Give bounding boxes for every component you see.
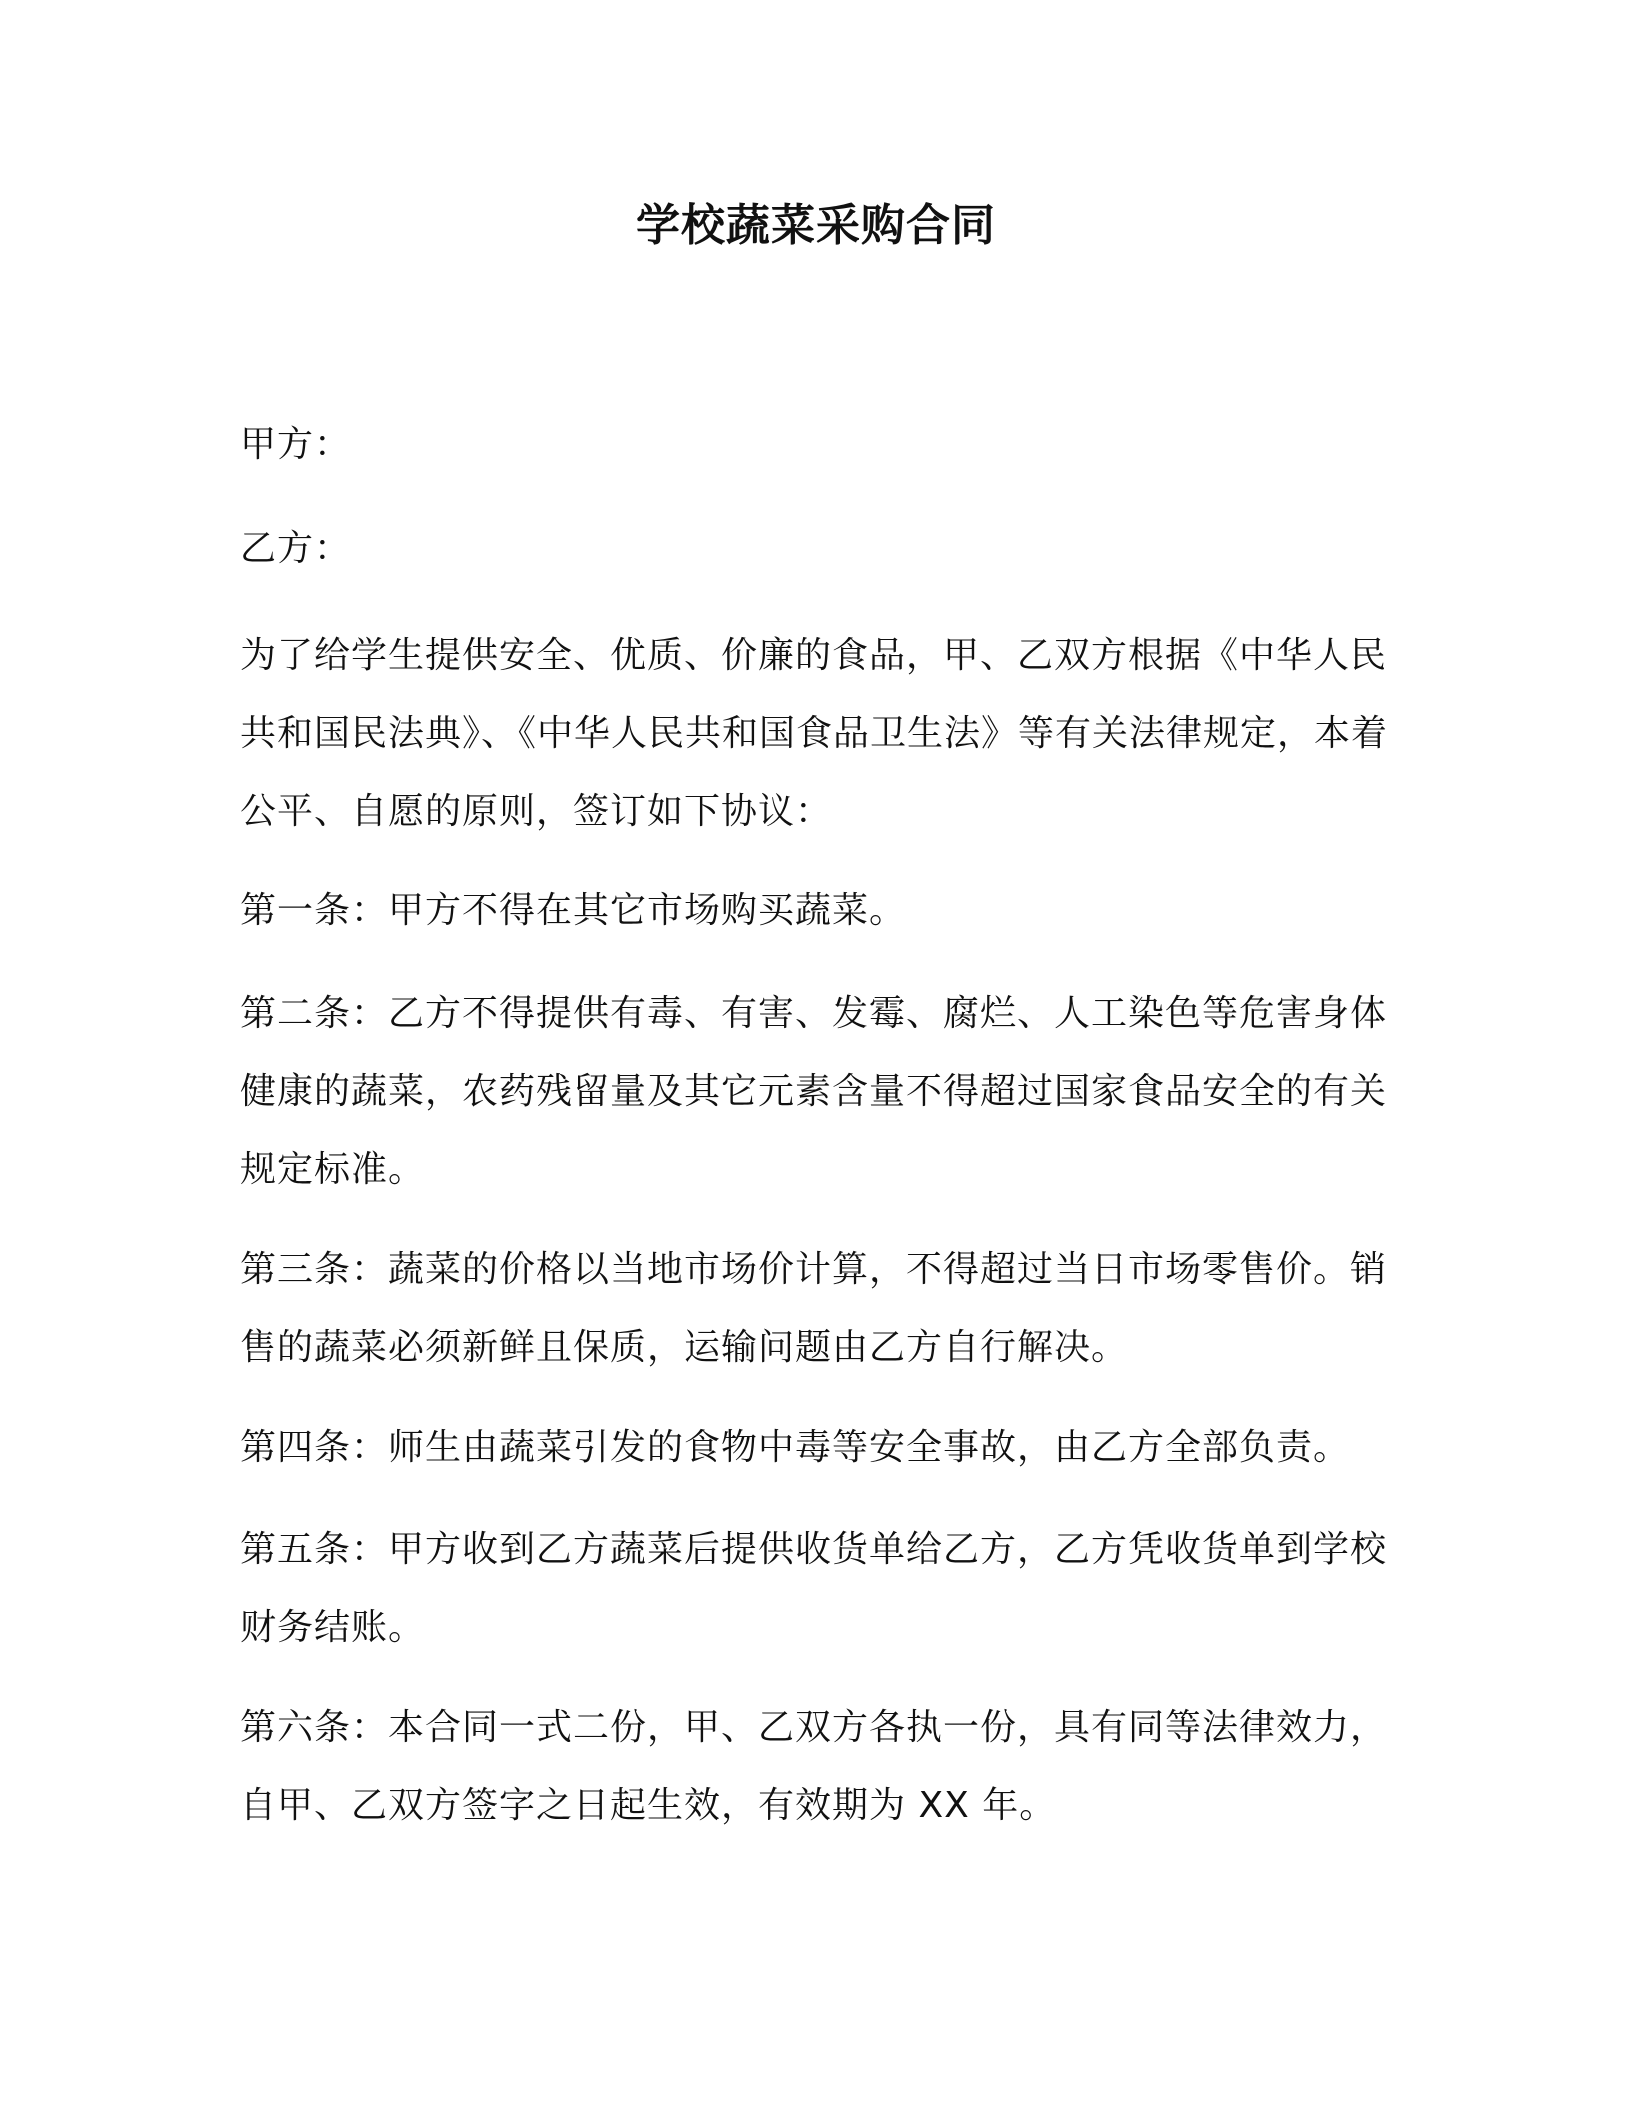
clause-6: 第六条：本合同一式二份，甲、乙双方各执一份，具有同等法律效力，自甲、乙双方签字之日起生效，有效期为 XX 年。 (240, 1707, 1388, 1826)
clause-1: 第一条：甲方不得在其它市场购买蔬菜。 (240, 890, 907, 931)
clause-2: 第二条：乙方不得提供有毒、有害、发霉、腐烂、人工染色等危害身体健康的蔬菜，农药残留量及其它元素含量不得超过国家食品安全的有关规定标准。 (240, 993, 1388, 1190)
clause-5: 第五条：甲方收到乙方蔬菜后提供收货单给乙方，乙方凭收货单到学校财务结账。 (240, 1529, 1388, 1648)
preamble-paragraph: 为了给学生提供安全、优质、价廉的食品，甲、乙双方根据《中华人民共和国民法典》、《中华人民共和国食品卫生法》等有关法律规定，本着公平、自愿的原则，签订如下协议： (240, 635, 1389, 832)
clause-3: 第三条：蔬菜的价格以当地市场价计算，不得超过当日市场零售价。销售的蔬菜必须新鲜且保质，运输问题由乙方自行解决。 (240, 1249, 1388, 1368)
party-b-label: 乙方： (240, 528, 352, 569)
document-title: 学校蔬菜采购合同 (636, 200, 996, 251)
party-a-label: 甲方： (240, 424, 352, 465)
clause-4: 第四条：师生由蔬菜引发的食物中毒等安全事故，由乙方全部负责。 (240, 1427, 1351, 1468)
